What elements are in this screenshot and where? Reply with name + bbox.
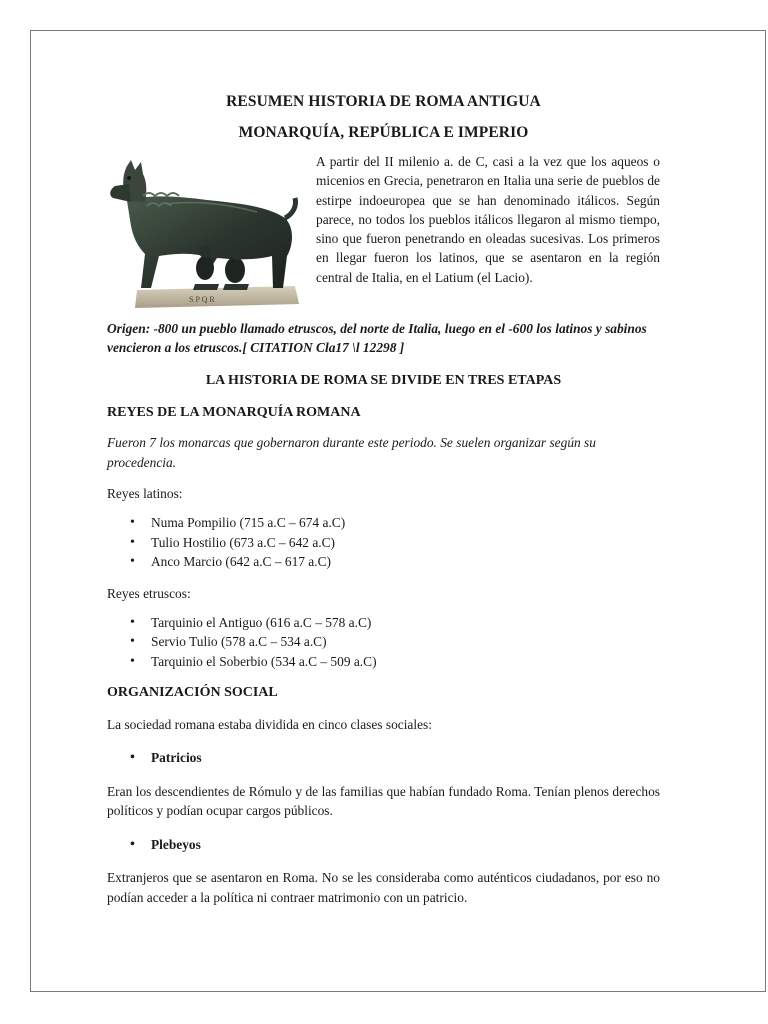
- list-item: • Numa Pompilio (715 a.C – 674 a.C): [151, 513, 660, 533]
- capitoline-wolf-statue-image: [107, 156, 303, 311]
- list-item: • Tulio Hostilio (673 a.C – 642 a.C): [151, 533, 660, 553]
- document-title: RESUMEN HISTORIA DE ROMA ANTIGUA: [226, 93, 541, 110]
- class-plebeyos-bullet: [107, 835, 660, 855]
- class-plebeyos-text: Extranjeros que se asentaron en Roma. No se les consideraba como auténticos ciudadanos, por eso no podían acceder a la política ni contraer matrimonio con un patricio.: [107, 870, 660, 905]
- list-item: • Tarquinio el Antiguo (616 a.C – 578 a.C): [151, 613, 660, 633]
- document-content: [107, 92, 660, 907]
- figure-inscription: S P Q R: [189, 295, 215, 304]
- list-item: • Tarquinio el Soberbio (534 a.C – 509 a.C): [151, 652, 660, 672]
- list-item: • Servio Tulio (578 a.C – 534 a.C): [151, 632, 660, 652]
- class-patricios-text: Eran los descendientes de Rómulo y de las familias que habían fundado Roma. Tenían plenos derechos políticos y podían ocupar cargos públicos.: [107, 783, 660, 818]
- latin-kings-list: [107, 513, 660, 572]
- class-name: • Patricios: [151, 748, 660, 768]
- latin-kings-label: Reyes latinos:: [107, 486, 183, 501]
- social-heading: ORGANIZACIÓN SOCIAL: [107, 685, 278, 700]
- etruscan-kings-list: [107, 613, 660, 672]
- class-name: • Plebeyos: [151, 835, 660, 855]
- social-intro: La sociedad romana estaba dividida en cinco clases sociales:: [107, 717, 432, 732]
- section-title: LA HISTORIA DE ROMA SE DIVIDE EN TRES ETAPAS: [205, 373, 562, 388]
- list-item: • Anco Marcio (642 a.C – 617 a.C): [151, 552, 660, 572]
- document-subtitle: MONARQUÍA, REPÚBLICA E IMPERIO: [238, 124, 529, 141]
- intro-paragraph: A partir del II milenio a. de C, casi a la vez que los aqueos o micenios en Grecia, penetraron en Italia una serie de pueblos de estirpe indoeuropea que se han denominado itálicos. Según parece, no todos los pueblos itálicos llegaron al mismo tiempo, sino que fueron penetrando en oleadas sucesivas. Los primeros en llegar fueron los latinos, que se asentaron en la región central de Italia, en el Latium (el Lacio).: [316, 154, 660, 285]
- class-patricios-bullet: [107, 748, 660, 768]
- origin-paragraph: Origen: -800 un pueblo llamado etruscos, del norte de Italia, luego en el -600 los latinos y sabinos vencieron a los etruscos.[ CITATION Cla17 \l 12298 ]: [107, 321, 647, 355]
- monarchy-heading: REYES DE LA MONARQUÍA ROMANA: [107, 405, 361, 420]
- monarchy-intro: Fueron 7 los monarcas que gobernaron durante este periodo. Se suelen organizar según su procedencia.: [107, 435, 596, 470]
- intro-block: [107, 154, 660, 311]
- etruscan-kings-label: Reyes etruscos:: [107, 585, 191, 601]
